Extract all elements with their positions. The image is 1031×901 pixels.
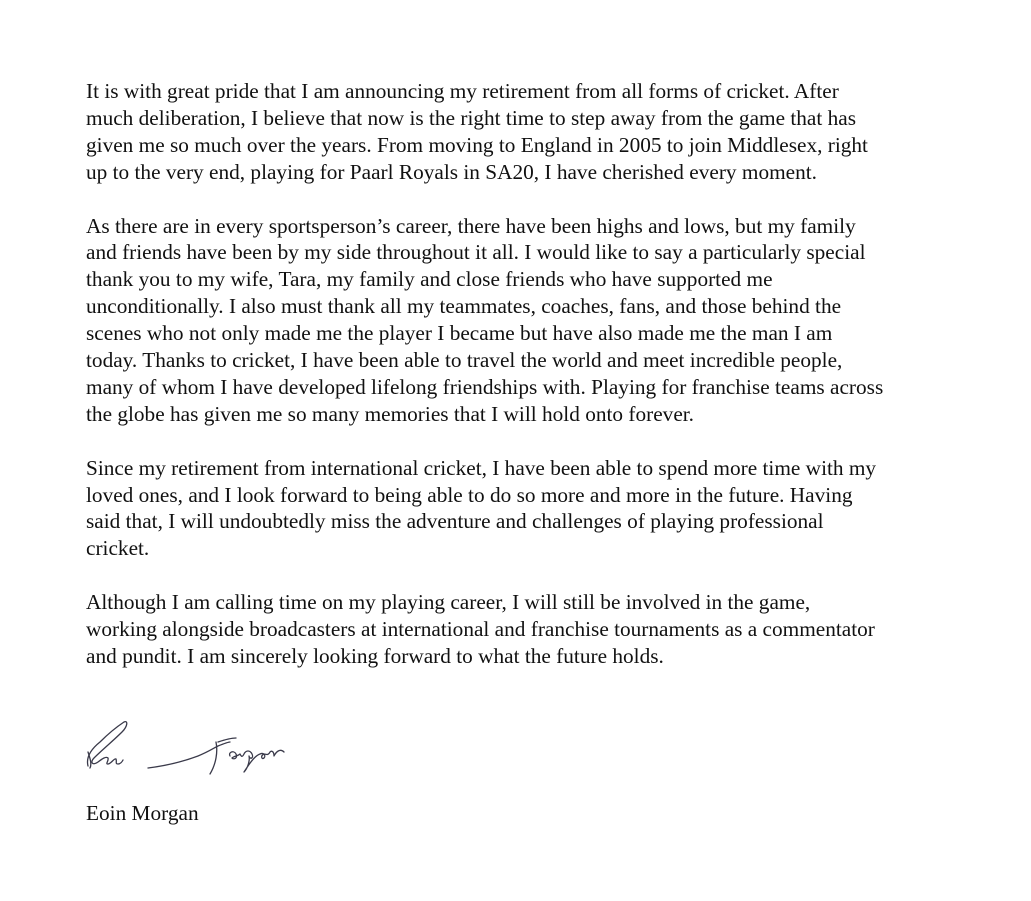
paragraph-international-retirement <box>86 455 966 563</box>
text-line: and friends have been by my side throughout it all. I would like to say a particularly special <box>86 240 866 265</box>
text-line: cricket. <box>86 536 150 561</box>
text-line: working alongside broadcasters at international and franchise tournaments as a commentator <box>86 617 875 642</box>
text-line: much deliberation, I believe that now is the right time to step away from the game that has <box>86 105 857 130</box>
signer-name: Eoin Morgan <box>86 801 199 825</box>
text-line: many of whom I have developed lifelong friendships with. Playing for franchise teams across <box>86 374 884 399</box>
text-line: today. Thanks to cricket, I have been able to travel the world and meet incredible people, <box>86 348 843 373</box>
text-line: Although I am calling time on my playing career, I will still be involved in the game, <box>86 590 811 615</box>
text-line: up to the very end, playing for Paarl Royals in SA20, I have cherished every moment. <box>86 159 818 184</box>
signature-image <box>78 712 298 782</box>
text-line: said that, I will undoubtedly miss the adventure and challenges of playing professional <box>86 509 824 534</box>
paragraph-future-plans <box>86 589 966 670</box>
text-line: given me so much over the years. From moving to England in 2005 to join Middlesex, right <box>86 132 868 157</box>
text-line: scenes who not only made me the player I became but have also made me the man I am <box>86 321 833 346</box>
letter-body <box>86 78 966 697</box>
text-line: As there are in every sportsperson’s career, there have been highs and lows, but my family <box>86 213 856 238</box>
handwritten-signature <box>78 712 298 782</box>
text-line: unconditionally. I also must thank all my teammates, coaches, fans, and those behind the <box>86 294 842 319</box>
text-line: loved ones, and I look forward to being able to do so more and more in the future. Having <box>86 482 853 507</box>
text-line: It is with great pride that I am announcing my retirement from all forms of cricket. After <box>86 79 839 103</box>
text-line: Since my retirement from international cricket, I have been able to spend more time with my <box>86 455 877 480</box>
text-line: thank you to my wife, Tara, my family and close friends who have supported me <box>86 267 773 292</box>
paragraph-retirement-announcement <box>86 78 966 186</box>
text-line: the globe has given me so many memories that I will hold onto forever. <box>86 401 695 426</box>
text-line: and pundit. I am sincerely looking forward to what the future holds. <box>86 643 664 668</box>
paragraph-thanks <box>86 213 966 428</box>
